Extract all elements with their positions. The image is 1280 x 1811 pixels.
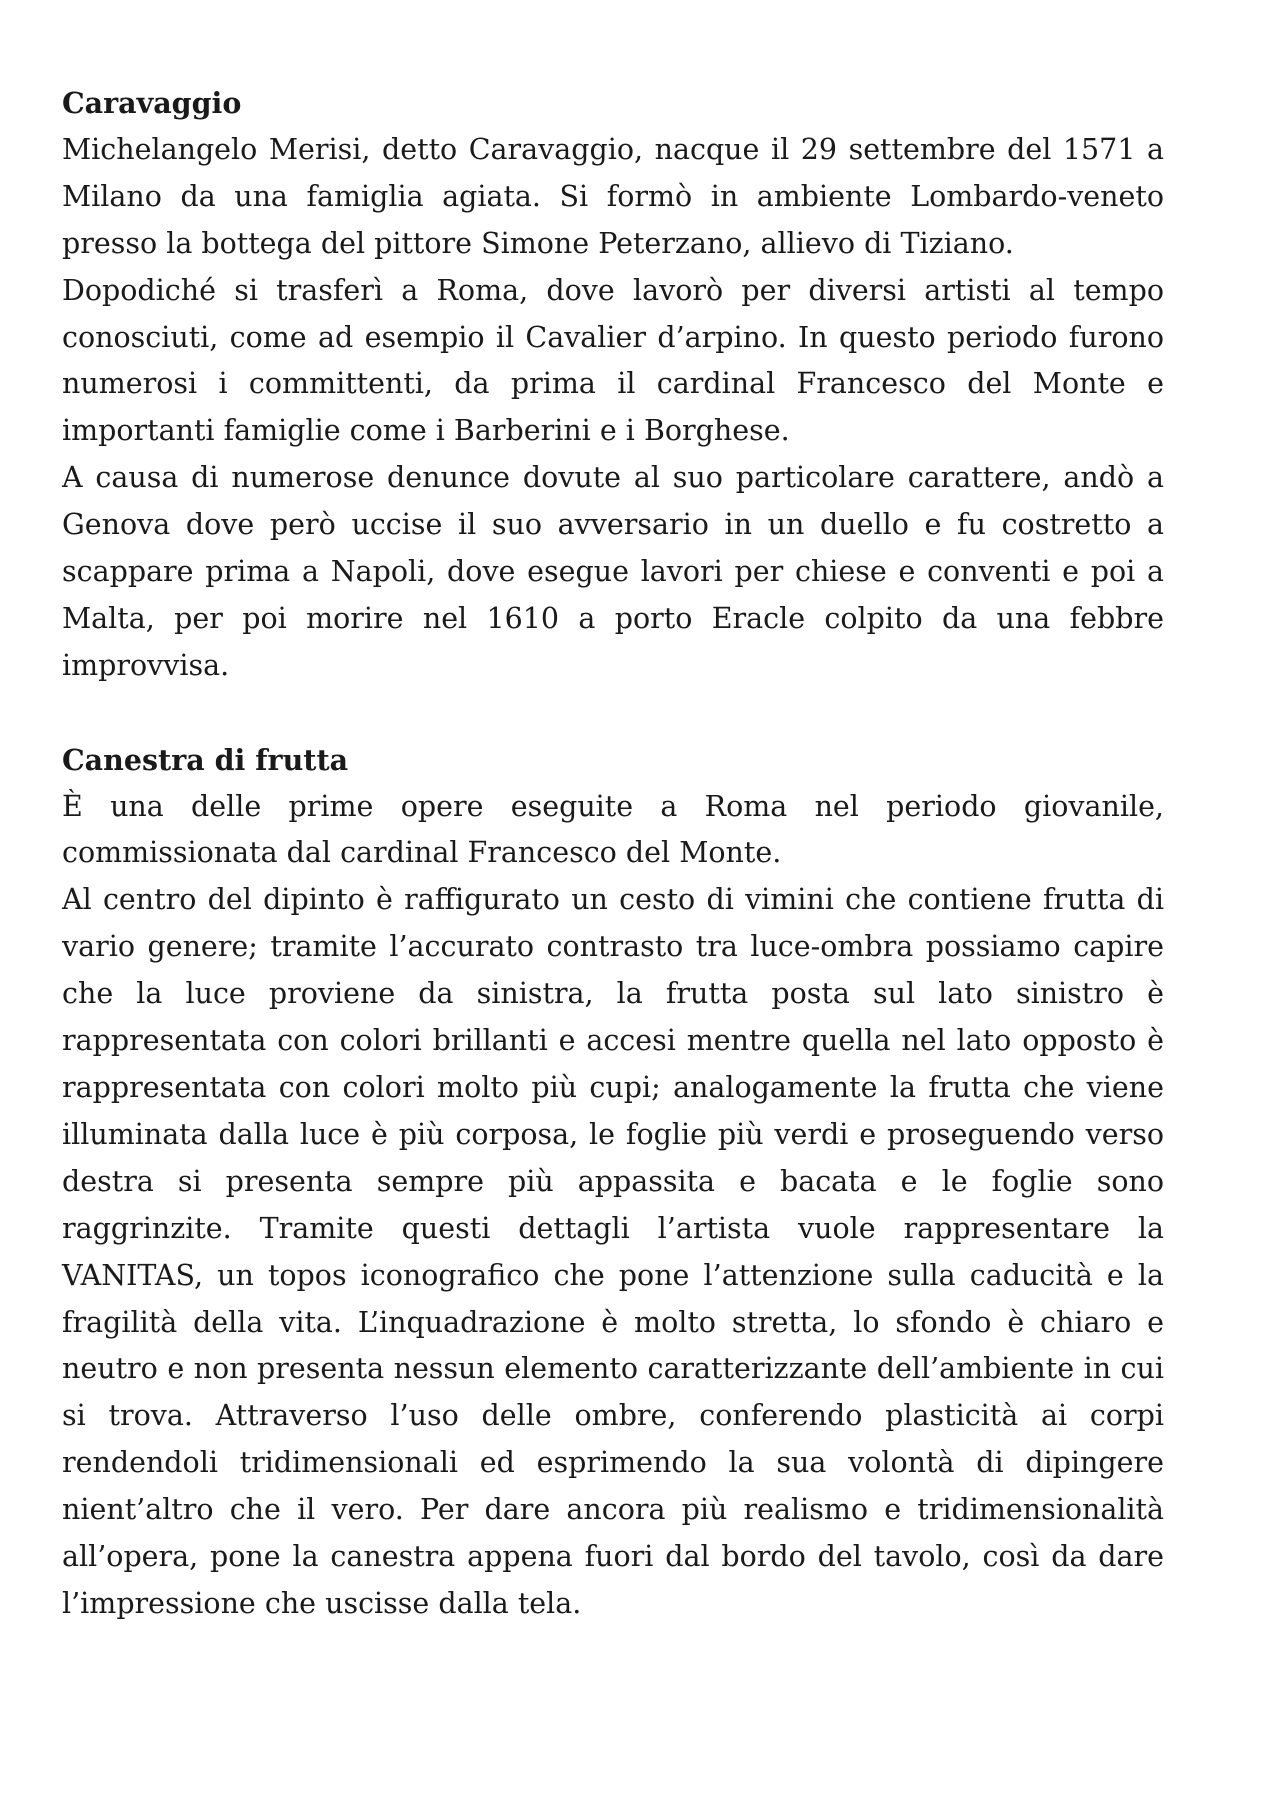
paragraph: Dopodiché si trasferì a Roma, dove lavorò per diversi artisti al tempo conosciuti, come ad esempio il Cavalier d’arpino. In questo periodo furono numerosi i committenti, da prima il cardinal Francesco del Monte e importanti famiglie come i Barberini e i Borghese. — [62, 273, 1164, 448]
section-spacer — [62, 690, 1164, 737]
paragraph: Michelangelo Merisi, detto Caravaggio, nacque il 29 settembre del 1571 a Milano da una famiglia agiata. Si formò in ambiente Lombardo-veneto presso la bottega del pittore Simone Peterzano, allievo di Tiziano. — [62, 132, 1164, 260]
paragraph: Al centro del dipinto è raffigurato un cesto di vimini che contiene frutta di vario genere; tramite l’accurato contrasto tra luce-ombra possiamo capire che la luce proviene da sinistra, la frutta posta sul lato sinistro è rappresentata con colori brillanti e accesi mentre quella nel lato opposto è rappresentata con colori molto più cupi; analogamente la frutta che viene illuminata dalla luce è più corposa, le foglie più verdi e proseguendo verso destra si presenta sempre più appassita e bacata e le foglie sono raggrinzite. Tramite questi dettagli l’artista vuole rappresentare la VANITAS, un topos iconografico che pone l’attenzione sulla caducità e la fragilità della vita. L’inquadrazione è molto stretta, lo sfondo è chiaro e neutro e non presenta nessun elemento caratterizzante dell’ambiente in cui si trova. Attraverso l’uso delle ombre, conferendo plasticità ai corpi rendendoli tridimensionali ed esprimendo la sua volontà di dipingere nient’altro che il vero. Per dare ancora più realismo e tridimensionalità all’opera, pone la canestra appena fuori dal bordo del tavolo, così da dare l’impressione che uscisse dalla tela. — [62, 883, 1164, 1620]
paragraph: È una delle prime opere eseguite a Roma nel periodo giovanile, commissionata dal cardinal Francesco del Monte. — [62, 789, 1164, 870]
section-title: Canestra di frutta — [62, 742, 349, 777]
paragraph: A causa di numerose denunce dovute al suo particolare carattere, andò a Genova dove però uccise il suo avversario in un duello e fu costretto a scappare prima a Napoli, dove esegue lavori per chiese e conventi e poi a Malta, per poi morire nel 1610 a porto Eracle colpito da una febbre improvvisa. — [62, 461, 1164, 682]
section-caravaggio — [62, 80, 1164, 690]
section-canestra-di-frutta — [62, 737, 1164, 1628]
section-title: Caravaggio — [62, 86, 242, 120]
document-page — [62, 80, 1164, 1628]
